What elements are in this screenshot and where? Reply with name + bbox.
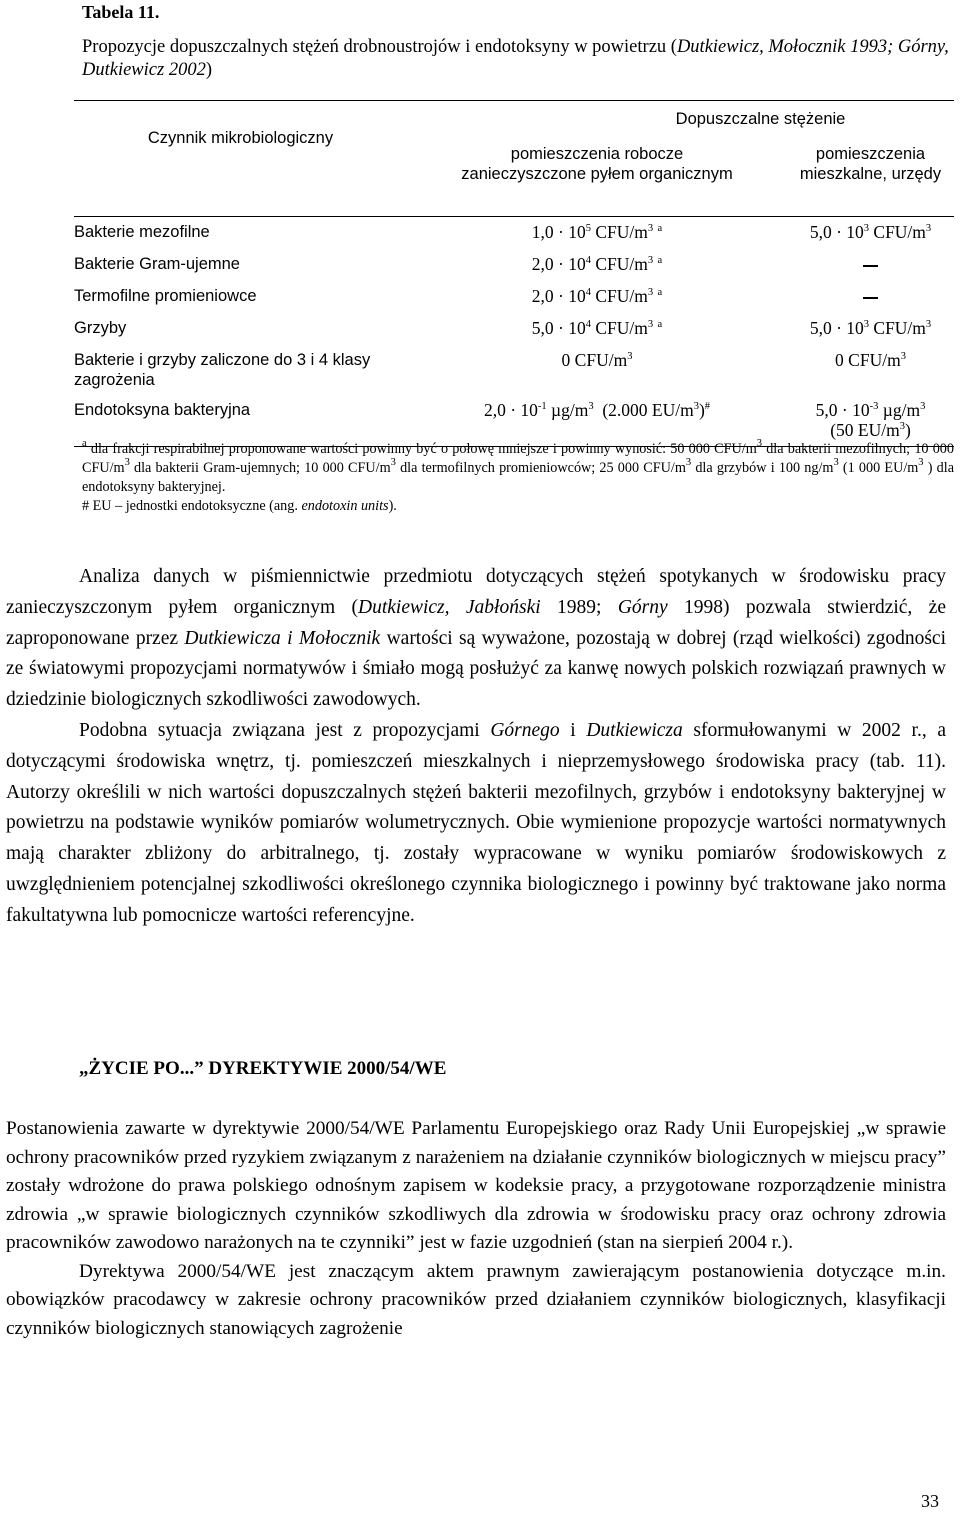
header-residential-rooms (787, 129, 954, 216)
row-residential-value (787, 249, 954, 281)
row-residential-value: $5,0 \cdot 10^{-3}$ $\mu g/m^3$ (50 $EU/m^3$) (815, 400, 926, 440)
microbial-limits-table (74, 100, 954, 447)
header-work-rooms (407, 129, 787, 216)
row-residential-value: 0 CFU/$m^3$ (835, 350, 906, 370)
body-paragraph-2: Podobna sytuacja związana jest z propozycjami Górnego i Dutkiewicza sformułowanymi w 2002 r., a dotyczącymi środowiska wnętrz, tj. pomieszczeń mieszkalnych i nieprzemysłowego środowiska pracy (tab. 11). Autorzy określili w nich wartości dopuszczalnych stężeń bakterii mezofilnych, grzybów i endotoksyny bakteryjnej w powietrzu na podstawie wyników pomiarów wolumetrycznych. Obie wymienione propozycje wartości normatywnych mają charakter zbliżony do arbitralnego, tj. zostały wypracowane w wyniku pomiarów środowiskowych z uwzględnieniem potencjalnej szkodliwości określonego czynnika biologicznego i powinny być traktowane jako norma fakultatywna lub pomocnicze wartości referencyjne. (6, 719, 946, 926)
page-number: 33 (921, 1491, 939, 1511)
row-residential-value: $5,0 \cdot 10^3$ CFU/$m^3$ (809, 318, 932, 338)
row-residential-value (787, 281, 954, 313)
caption-close: ) (205, 60, 212, 80)
body-paragraph-1: Analiza danych w piśmiennictwie przedmiotu dotyczących stężeń spotykanych w środowisku pracy zanieczyszczonym pyłem organicznym (Dutkiewicz, Jabłoński 1989; Górny 1998) pozwala stwierdzić, że zaproponowane przez Dutkiewicza i Mołocznik wartości są wyważone, pozostają w dobrej (rząd wielkości) zgodności ze światowymi propozycjami normatywów i śmiało mogą posłużyć za kanwę nowych polskich rozwiązań prawnych w dziedzinie biologicznych szkodliwości zawodowych. (6, 566, 946, 711)
directive-paragraph-1: Postanowienia zawarte w dyrektywie 2000/54/WE Parlamentu Europejskiego oraz Rady Unii Europejskiej „w sprawie ochrony pracowników przed ryzykiem związanym z narażeniem na działanie czynników biologicznych w miejscu pracy” zostały wdrożone do prawa polskiego odnośnym zapisem w kodeksie pracy, a przygotowane rozporządzenie ministra zdrowia „w sprawie biologicznych czynników szkodliwych dla zdrowia w środowisku pracy oraz ochrony zdrowia pracowników zawodowo narażonych na te czynniki” jest w fazie uzgodnień (stan na sierpień 2004 r.). (6, 1118, 946, 1253)
caption-text: Propozycje dopuszczalnych stężeń drobnoustrojów i endotoksyny w powietrzu ( (82, 37, 677, 57)
row-work-value: $2,0 \cdot 10^{-1}$ $\mu g/m^3$ (2.000 $EU/m^3)^{\#}$ (483, 400, 711, 420)
row-factor: Bakterie Gram-ujemne (74, 255, 240, 273)
table-row (74, 217, 954, 249)
row-factor: Bakterie mezofilne (74, 223, 210, 241)
section-heading: „ŻYCIE PO...” DYREKTYWIE 2000/54/WE (79, 1058, 447, 1079)
header-work-line2: zanieczyszczone pyłem organicznym (461, 165, 733, 183)
row-work-value: $1,0 \cdot 10^5$ CFU/$m^3$ $^a$ (531, 222, 663, 242)
row-work-value: 0 CFU/$m^3$ (561, 350, 633, 370)
row-work-value: $5,0 \cdot 10^4$ CFU/$m^3$ $^a$ (531, 318, 663, 338)
row-residential-value: $5,0 \cdot 10^3$ CFU/$m^3$ (809, 222, 932, 242)
table-row (74, 313, 954, 345)
header-res-line2: mieszkalne, urzędy (799, 165, 942, 183)
table-caption (82, 36, 952, 82)
row-work-value: $2,0 \cdot 10^4$ CFU/$m^3$ $^a$ (531, 254, 663, 274)
table-row (74, 249, 954, 281)
table-row (74, 345, 954, 396)
header-allowed-concentration: Dopuszczalne stężenie (675, 110, 846, 128)
directive-paragraph-2: Dyrektywa 2000/54/WE jest znaczącym aktem prawnym zawierającym postanowienia dotyczące m.in. obowiązków pracodawcy w zakresie ochrony pracowników przed działaniem czynników biologicznych, klasyfikacji czynników biologicznych stanowiących zagrożenie (6, 1260, 946, 1339)
row-factor: Endotoksyna bakteryjna (74, 401, 251, 419)
directive-text (6, 1115, 946, 1343)
header-factor: Czynnik mikrobiologiczny (147, 129, 334, 147)
table-header-row (74, 101, 954, 129)
row-factor: Bakterie i grzyby zaliczone do 3 i 4 klasy zagrożenia (74, 351, 371, 389)
row-factor: Grzyby (74, 319, 127, 337)
header-work-line1: pomieszczenia robocze (510, 145, 684, 163)
table-footnotes (82, 440, 954, 516)
footnote-a: $^a$ dla frakcji respirabilnej proponowane wartości powinny być o połowę mniejsze i powinny wynosić: 50 000 CFU/$m^3$ dla bakterii mezofilnych; 10 000 CFU/$m^3$ dla bakterii Gram-ujemnych; 10 000 CFU/$m^3$ dla termofilnych promieniowców; 25 000 CFU/$m^3$ dla grzybów i 100 $ng/m^3$ (1 000 $EU/m^3$ ) dla endotoksyny bakteryjnej. (82, 438, 954, 495)
footnote-hash: # EU – jednostki endotoksyczne (ang. endotoxin units). (82, 498, 397, 514)
table-row (74, 396, 954, 446)
body-text (6, 562, 946, 932)
header-res-line1: pomieszczenia (815, 145, 926, 163)
row-factor: Termofilne promieniowce (74, 287, 257, 305)
dash-mark (863, 265, 878, 267)
dash-mark (863, 297, 878, 299)
row-work-value: $2,0 \cdot 10^4$ CFU/$m^3$ $^a$ (531, 286, 663, 306)
caption-authors: Dutkiewicz, Mołocznik 1993; Górny, Dutkiewicz 2002 (82, 37, 949, 80)
table-label: Tabela 11. (82, 2, 160, 22)
table-row (74, 281, 954, 313)
